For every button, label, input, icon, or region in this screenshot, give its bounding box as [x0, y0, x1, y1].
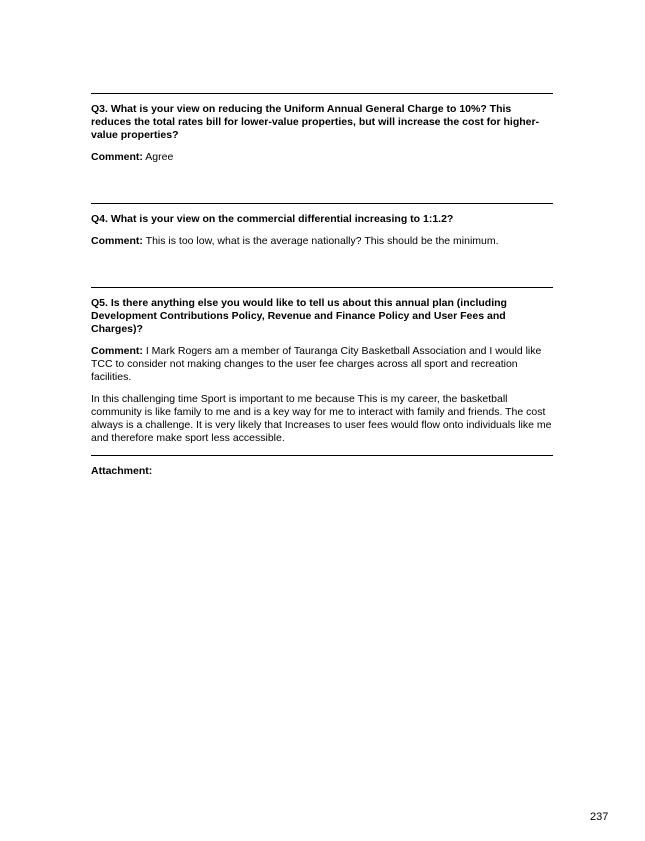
page-number: 237 — [590, 811, 609, 823]
question-section-q3 — [91, 103, 553, 164]
comment-value: This is too low, what is the average nationally? This should be the minimum. — [142, 235, 499, 247]
divider-line — [91, 93, 553, 94]
comment-paragraph: In this challenging time Sport is important to me because This is my career, the basketball community is like family to me and is a key way for me to interact with family and friends. The cost always is a challenge. It is very likely that Increases to user fees would flow onto individuals like me and therefore make sport less accessible. — [91, 393, 552, 444]
comment-text — [91, 345, 553, 384]
question-text: Q5. Is there anything else you would like to tell us about this annual plan (including Development Contributions Policy, Revenue and Finance Policy and User Fees and Charges)? — [91, 297, 507, 335]
comment-label: Comment: — [91, 345, 143, 357]
comment-text — [91, 235, 553, 248]
attachment-section — [91, 465, 553, 478]
comment-text — [91, 151, 553, 164]
question-section-q4 — [91, 213, 553, 248]
question-text: Q4. What is your view on the commercial differential increasing to 1:1.2? — [91, 213, 454, 225]
question-section-q5 — [91, 297, 553, 445]
comment-label: Comment: — [91, 151, 143, 163]
divider-line — [91, 287, 553, 288]
comment-label: Comment: — [91, 235, 143, 247]
comment-value: Agree — [142, 151, 174, 163]
divider-line — [91, 455, 553, 456]
comment-value: I Mark Rogers am a member of Tauranga City Basketball Association and I would like TCC to consider not making changes to the user fee charges across all sport and recreation facilities. — [91, 345, 542, 383]
question-text: Q3. What is your view on reducing the Uniform Annual General Charge to 10%? This reduces the total rates bill for lower-value properties, but will increase the cost for higher-value properties? — [91, 103, 540, 141]
attachment-label: Attachment: — [91, 465, 153, 477]
divider-line — [91, 203, 553, 204]
